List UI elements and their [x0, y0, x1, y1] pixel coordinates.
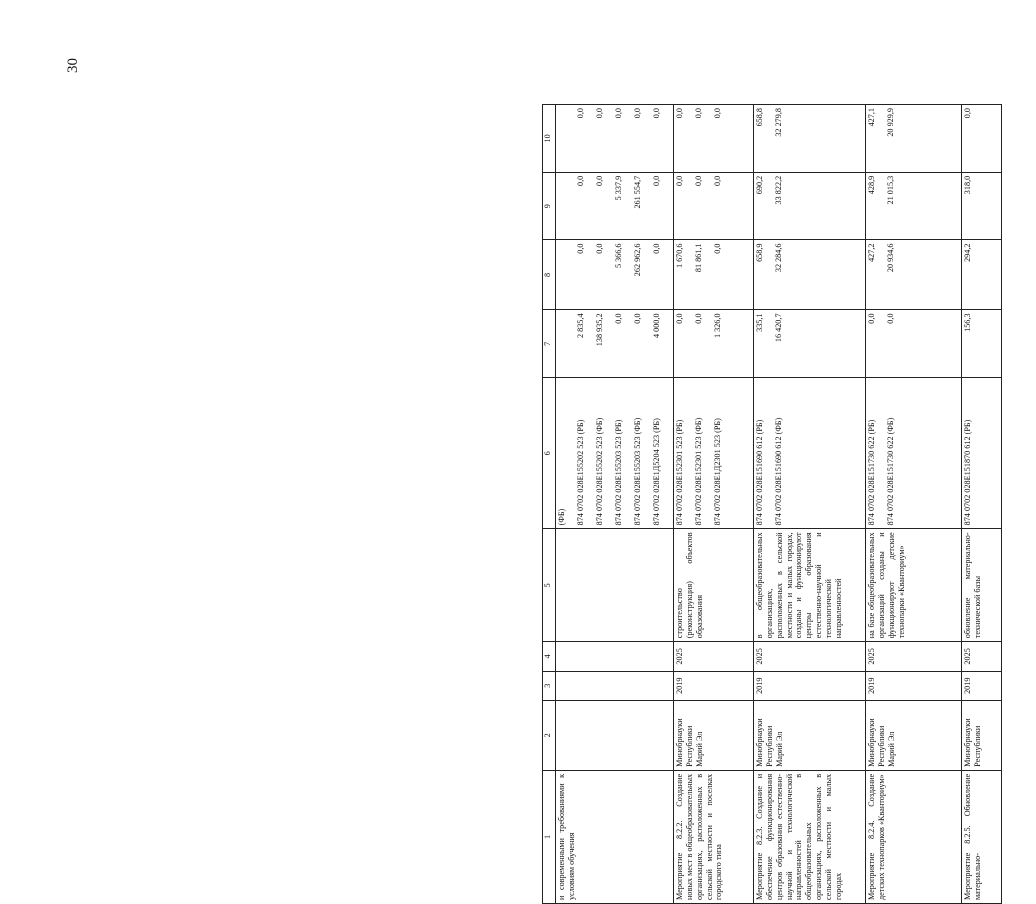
budget-code-line: 874 0702 028Е155203 523 (ФБ) [633, 417, 642, 526]
value-line: 0,0 [576, 108, 585, 119]
value-line [557, 108, 576, 169]
budget-code-line: 874 0702 028Е151730 622 (ФБ) [886, 417, 895, 526]
budget-code-line: 874 0702 028Е151690 612 (РБ) [755, 419, 764, 526]
value-2019-cell [674, 310, 754, 378]
value-line: 658,8 [755, 108, 764, 127]
start-year-cell [556, 671, 674, 700]
value-line: 16 420,7 [774, 313, 783, 343]
value-line: 0,0 [675, 313, 684, 324]
col-header-5: 5 [543, 529, 556, 642]
end-year-cell: 2025 [962, 642, 1002, 671]
value-line: 0,0 [595, 108, 604, 119]
budget-code-line: 874 0702 028Е155202 523 (РБ) [576, 419, 585, 526]
value-line: 294,2 [963, 243, 972, 262]
value-2020-cell [754, 240, 866, 310]
table-row [866, 105, 962, 904]
col-header-6: 6 [543, 378, 556, 529]
measure-cell: Мероприятие 8.2.4. Создание детских технопарков «Кванториум» [866, 770, 962, 903]
budget-code-cell [962, 378, 1002, 529]
budget-code-cell [556, 378, 674, 529]
value-2019-cell [754, 310, 866, 378]
col-header-10: 10 [543, 105, 556, 173]
value-line: 138 935,2 [595, 313, 604, 347]
value-line: 0,0 [713, 243, 722, 254]
col-header-8: 8 [543, 240, 556, 310]
value-line: 0,0 [633, 313, 642, 324]
value-2022-cell [754, 105, 866, 173]
value-line: 21 015,3 [886, 175, 895, 205]
value-2020-cell [866, 240, 962, 310]
result-cell: обновление материально-технической базы [962, 529, 1002, 642]
budget-code-line: 874 0702 028Е152301 523 (ФБ) [694, 417, 703, 526]
value-line: 0,0 [652, 108, 661, 119]
measure-cell: Мероприятие 8.2.5. Обновление материально- [962, 770, 1002, 903]
value-line: 20 929,9 [886, 108, 895, 137]
budget-code-line: 874 0702 028Е151870 612 (РБ) [963, 419, 972, 526]
start-year-cell: 2019 [866, 671, 962, 700]
value-2020-cell [556, 240, 674, 310]
budget-code-line: 874 0702 028Е151730 622 (РБ) [867, 419, 876, 526]
value-line: 318,0 [963, 175, 972, 195]
executor-cell: Минобрнауки Республики Марий Эл [674, 700, 754, 770]
budget-code-cell [866, 378, 962, 529]
value-line: 0,0 [595, 243, 604, 254]
value-line: 0,0 [633, 108, 642, 119]
value-line: 20 934,6 [886, 243, 895, 273]
end-year-cell: 2025 [674, 642, 754, 671]
value-line: 0,0 [886, 313, 895, 324]
value-line: 261 554,7 [633, 175, 642, 209]
budget-code-line: 874 0702 028Е155203 523 (РБ) [614, 419, 623, 526]
value-line: 32 284,6 [774, 243, 783, 273]
measure-cell: и современными требованиями к условиям обучения [556, 770, 674, 903]
value-line: 690,2 [755, 175, 764, 195]
value-line: 0,0 [614, 108, 623, 119]
table-row [556, 105, 674, 904]
value-line [557, 313, 576, 374]
measure-cell: Мероприятие 8.2.2. Создание новых мест в общеобразовательных организациях, расположенных в сельской местности и поселках городского типа [674, 770, 754, 903]
value-line: 4 000,0 [652, 313, 661, 339]
value-line [557, 243, 576, 306]
value-2019-cell [962, 310, 1002, 378]
value-line: 5 337,9 [614, 175, 623, 201]
value-2021-cell [754, 172, 866, 240]
value-line: 0,0 [614, 313, 623, 324]
col-header-2: 2 [543, 700, 556, 770]
result-cell: строительство (реконструкция) объектов образования [674, 529, 754, 642]
col-header-1: 1 [543, 770, 556, 903]
value-line: 1 326,0 [713, 313, 722, 339]
table-body [556, 105, 1002, 904]
value-line: 0,0 [713, 175, 722, 187]
budget-code-line: 874 0702 028Е152301 523 (РБ) [675, 419, 684, 526]
value-line: 262 962,6 [633, 243, 642, 277]
value-line: 658,9 [755, 243, 764, 262]
value-line: 5 366,6 [614, 243, 623, 269]
budget-code-cell [754, 378, 866, 529]
rotated-table-container [542, 104, 1036, 904]
value-2019-cell [556, 310, 674, 378]
page-number: 30 [65, 58, 81, 73]
start-year-cell: 2019 [962, 671, 1002, 700]
value-line: 427,1 [867, 108, 876, 127]
value-line: 0,0 [963, 108, 972, 119]
measure-cell: Мероприятие 8.2.3. Создание и обеспечение функционирования центров образования естественно-научной и технологической направленностей в общеобразовательных организациях, расположенных в сельской местности и малых городах [754, 770, 866, 903]
value-line: 0,0 [675, 108, 684, 119]
result-cell: в общеобразовательных организациях, расположенных в сельской местности и малых городах, созданы и функционируют центры образования естественно-научной и технологической направленностей [754, 529, 866, 642]
value-line: 0,0 [694, 175, 703, 187]
value-line: 1 670,6 [675, 243, 684, 269]
value-line: 0,0 [694, 313, 703, 324]
value-2019-cell [866, 310, 962, 378]
executor-cell: Минобрнауки Республики [962, 700, 1002, 770]
value-line: 33 822,2 [774, 175, 783, 205]
value-line: 0,0 [867, 313, 876, 324]
value-2021-cell [556, 172, 674, 240]
budget-code-line: 874 0702 028Е155202 523 (ФБ) [595, 417, 604, 526]
table-row [674, 105, 754, 904]
col-header-3: 3 [543, 671, 556, 700]
budget-code-line: 874 0702 028Е151690 612 (ФБ) [774, 417, 783, 526]
value-2022-cell [674, 105, 754, 173]
value-line: 0,0 [595, 175, 604, 187]
value-2021-cell [866, 172, 962, 240]
value-2020-cell [962, 240, 1002, 310]
executor-cell: Минобрнауки Республики Марий Эл [754, 700, 866, 770]
value-line: 0,0 [675, 175, 684, 187]
value-2022-cell [866, 105, 962, 173]
value-line: 0,0 [694, 108, 703, 119]
value-line: 0,0 [652, 243, 661, 254]
table-row [962, 105, 1002, 904]
value-2020-cell [674, 240, 754, 310]
value-line: 427,2 [867, 243, 876, 262]
end-year-cell: 2025 [866, 642, 962, 671]
end-year-cell [556, 642, 674, 671]
value-line: 32 279,8 [774, 108, 783, 137]
result-cell [556, 529, 674, 642]
value-2022-cell [556, 105, 674, 173]
value-line: 335,1 [755, 313, 764, 332]
col-header-7: 7 [543, 310, 556, 378]
executor-cell: Минобрнауки Республики Марий Эл [866, 700, 962, 770]
value-line: 0,0 [652, 175, 661, 187]
col-header-9: 9 [543, 172, 556, 240]
executor-cell [556, 700, 674, 770]
start-year-cell: 2019 [754, 671, 866, 700]
value-2022-cell [962, 105, 1002, 173]
program-table [542, 104, 1002, 904]
value-2021-cell [674, 172, 754, 240]
start-year-cell: 2019 [674, 671, 754, 700]
col-header-4: 4 [543, 642, 556, 671]
value-line: 0,0 [713, 108, 722, 119]
value-line: 2 835,4 [576, 313, 585, 339]
value-line [557, 176, 576, 237]
header-row [543, 105, 556, 904]
value-line: 0,0 [576, 175, 585, 187]
result-cell: на базе общеобразовательных организаций созданы и функционируют детские технопарки «Кванториум» [866, 529, 962, 642]
end-year-cell: 2025 [754, 642, 866, 671]
value-line: 0,0 [576, 243, 585, 254]
budget-code-line: (ФБ) [557, 508, 566, 526]
value-2021-cell [962, 172, 1002, 240]
value-line: 156,3 [963, 313, 972, 332]
budget-code-line: 874 0702 028Е1Д2301 523 (РБ) [713, 418, 722, 526]
value-line: 428,9 [867, 175, 876, 195]
table-row [754, 105, 866, 904]
value-line: 81 861,1 [694, 243, 703, 273]
budget-code-line: 874 0702 028Е1Д5204 523 (РБ) [652, 418, 661, 526]
budget-code-cell [674, 378, 754, 529]
